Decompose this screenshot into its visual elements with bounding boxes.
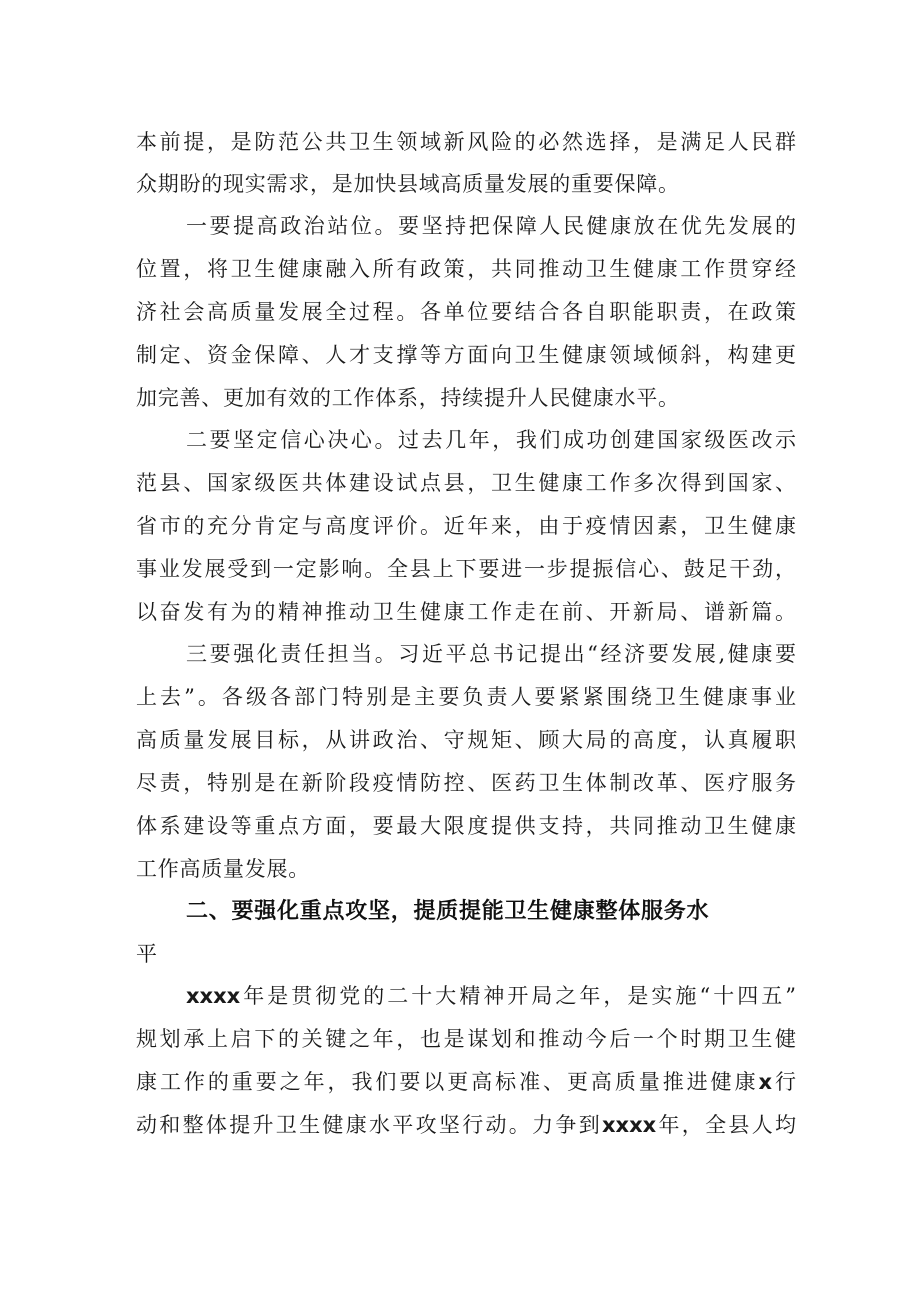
text-run: 年，全县人均 xyxy=(656,1113,796,1137)
paragraph-line: 三要强化责任担当。习近平总书记提出“经济要发展,健康要 xyxy=(186,642,796,666)
paragraph-line: 工作高质量发展。 xyxy=(136,857,310,881)
paragraph-line: 以奋发有为的精神推动卫生健康工作走在前、开新局、谱新篇。 xyxy=(136,600,796,624)
paragraph-line xyxy=(136,1062,796,1102)
paragraph-line: 规划承上启下的关键之年，也是谋划和推动今后一个时期卫生健 xyxy=(136,1027,796,1051)
paragraph-line: 高质量发展目标，从讲政治、守规矩、顾大局的高度，认真履职 xyxy=(136,728,796,752)
paragraph-line: 一要提高政治站位。要坚持把保障人民健康放在优先发展的 xyxy=(186,214,796,238)
paragraph-line xyxy=(186,976,796,1016)
text-run: 康工作的重要之年，我们要以更高标准、更高质量推进健康 xyxy=(136,1070,759,1094)
paragraph-line: 事业发展受到一定影响。全县上下要进一步提振信心、鼓足干劲， xyxy=(136,557,796,581)
paragraph-line: 加完善、更加有效的工作体系，持续提升人民健康水平。 xyxy=(136,386,680,410)
paragraph-line: 众期盼的现实需求，是加快县域高质量发展的重要保障。 xyxy=(136,172,680,196)
text-run: 行 xyxy=(772,1070,796,1094)
paragraph-line: 二要坚定信心决心。过去几年，我们成功创建国家级医改示 xyxy=(186,428,796,452)
text-run: 年是贯彻党的二十大精神开局之年，是实施“十四五” xyxy=(240,984,796,1008)
section-heading-continuation: 平 xyxy=(136,942,158,966)
paragraph-line: 上去”。各级各部门特别是主要负责人要紧紧围绕卫生健康事业 xyxy=(136,685,796,709)
section-heading: 二、要强化重点攻坚，提质提能卫生健康整体服务水 xyxy=(186,899,710,924)
paragraph-line: 体系建设等重点方面，要最大限度提供支持，共同推动卫生健康 xyxy=(136,814,796,838)
paragraph-line: 制定、资金保障、人才支撑等方面向卫生健康领域倾斜，构建更 xyxy=(136,343,796,367)
paragraph-line: 范县、国家级医共体建设试点县，卫生健康工作多次得到国家、 xyxy=(136,471,796,495)
paragraph-line: 本前提，是防范公共卫生领域新风险的必然选择，是满足人民群 xyxy=(136,130,796,154)
paragraph-line: 济社会高质量发展全过程。各单位要结合各自职能职责，在政策 xyxy=(136,300,796,324)
text-run: 动和整体提升卫生健康水平攻坚行动。力争到 xyxy=(136,1113,603,1137)
paragraph-line: 省市的充分肯定与高度评价。近年来，由于疫情因素，卫生健康 xyxy=(136,514,796,538)
year-placeholder: xxxx xyxy=(186,984,241,1008)
placeholder-x: x xyxy=(758,1070,773,1094)
paragraph-line: 尽责，特别是在新阶段疫情防控、医药卫生体制改革、医疗服务 xyxy=(136,771,796,795)
paragraph-line: 位置，将卫生健康融入所有政策，共同推动卫生健康工作贯穿经 xyxy=(136,257,796,281)
paragraph-line xyxy=(136,1105,796,1145)
year-placeholder: xxxx xyxy=(602,1113,657,1137)
